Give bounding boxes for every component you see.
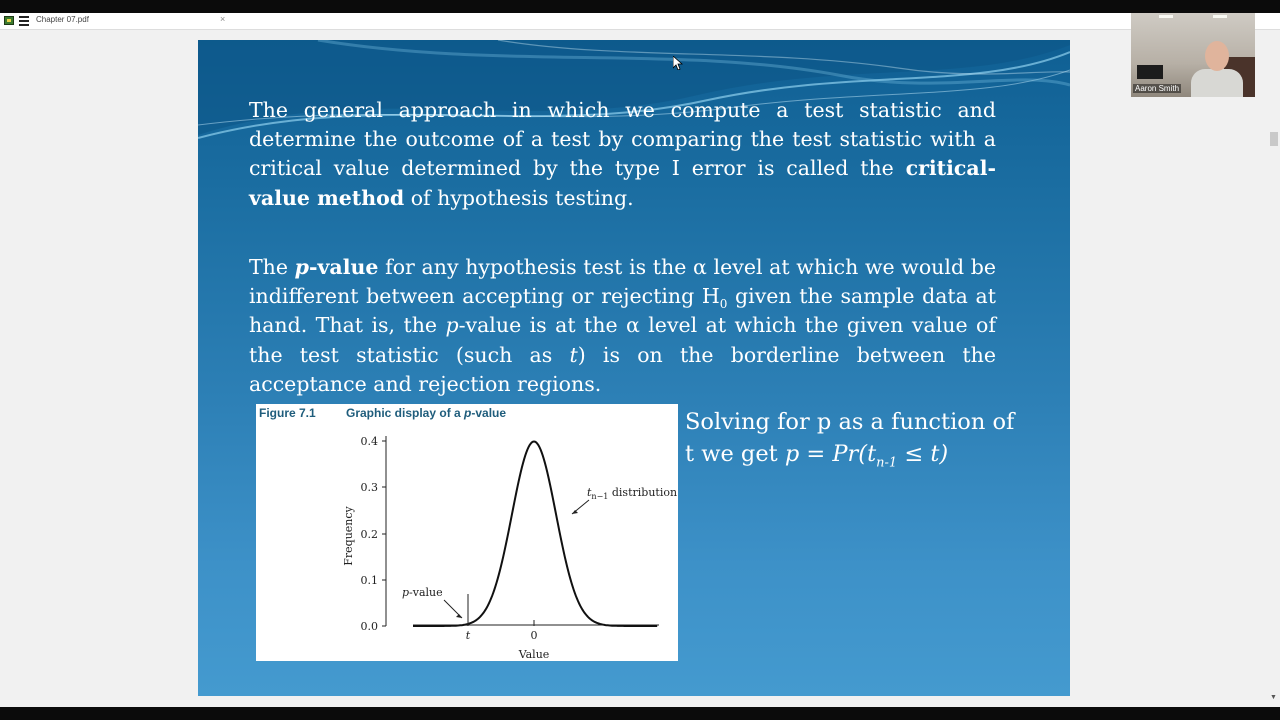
t-distribution-curve xyxy=(413,442,657,627)
y-axis-label: Frequency xyxy=(342,506,355,566)
webcam-overlay xyxy=(1131,13,1255,97)
window-top-bar xyxy=(0,0,1280,13)
figure-number: Figure 7.1 xyxy=(259,406,316,420)
background-screen xyxy=(1137,65,1163,79)
ceiling-light xyxy=(1159,15,1173,18)
x-tick-zero: 0 xyxy=(530,629,538,642)
ceiling-light xyxy=(1213,15,1227,18)
p-value-paragraph: The p-value for any hypothesis test is the α level at which we would be indifferent between accepting or rejecting $H_0$ given the sample data at hand. That is, the p-value is at the α level at which the given value of the test statistic (such as t) is on the borderline between the acceptance and rejection regions. xyxy=(249,255,996,396)
p-value-annotation: p-value xyxy=(402,586,443,599)
y-tick-label: 0.4 xyxy=(360,435,378,448)
window-bottom-bar xyxy=(0,707,1280,720)
presenter-name-label: Aaron Smith xyxy=(1135,84,1180,93)
x-axis-label: Value xyxy=(518,648,550,661)
y-tick-label: 0.2 xyxy=(360,528,378,541)
vertical-scrollbar-thumb[interactable] xyxy=(1270,132,1278,146)
figure-7-1 xyxy=(256,404,678,661)
mouse-cursor-icon xyxy=(673,56,683,70)
presenter-head xyxy=(1205,41,1229,71)
critical-value-paragraph: The general approach in which we compute a test statistic and determine the outcome of a test by comparing the test statistic with a critical value determined by the type I error is called the critical-value method of hypothesis testing. xyxy=(249,98,996,210)
solving-for-p-text: Solving for p as a function of t we get $p = Pr(t_{n-1} \le t)$ xyxy=(685,409,1015,471)
y-tick-label: 0.3 xyxy=(360,481,378,494)
x-tick-t: t xyxy=(465,629,471,642)
distribution-annotation: $t_{n-1}$ distribution xyxy=(587,486,678,501)
document-tab-title[interactable]: Chapter 07.pdf xyxy=(36,15,89,24)
t-distribution-plot xyxy=(256,404,678,661)
presentation-slide xyxy=(198,40,1070,696)
hamburger-menu-icon[interactable] xyxy=(19,16,29,26)
presenter-body xyxy=(1191,69,1243,97)
y-tick-label: 0.1 xyxy=(360,574,378,587)
scroll-down-arrow-icon[interactable]: ▼ xyxy=(1270,694,1277,701)
y-tick-label: 0.0 xyxy=(360,620,378,633)
pdf-tab-bar xyxy=(0,13,1280,30)
close-tab-icon[interactable]: × xyxy=(220,14,226,24)
figure-caption: Graphic display of a p-value xyxy=(346,406,507,420)
app-logo-icon xyxy=(4,16,14,25)
